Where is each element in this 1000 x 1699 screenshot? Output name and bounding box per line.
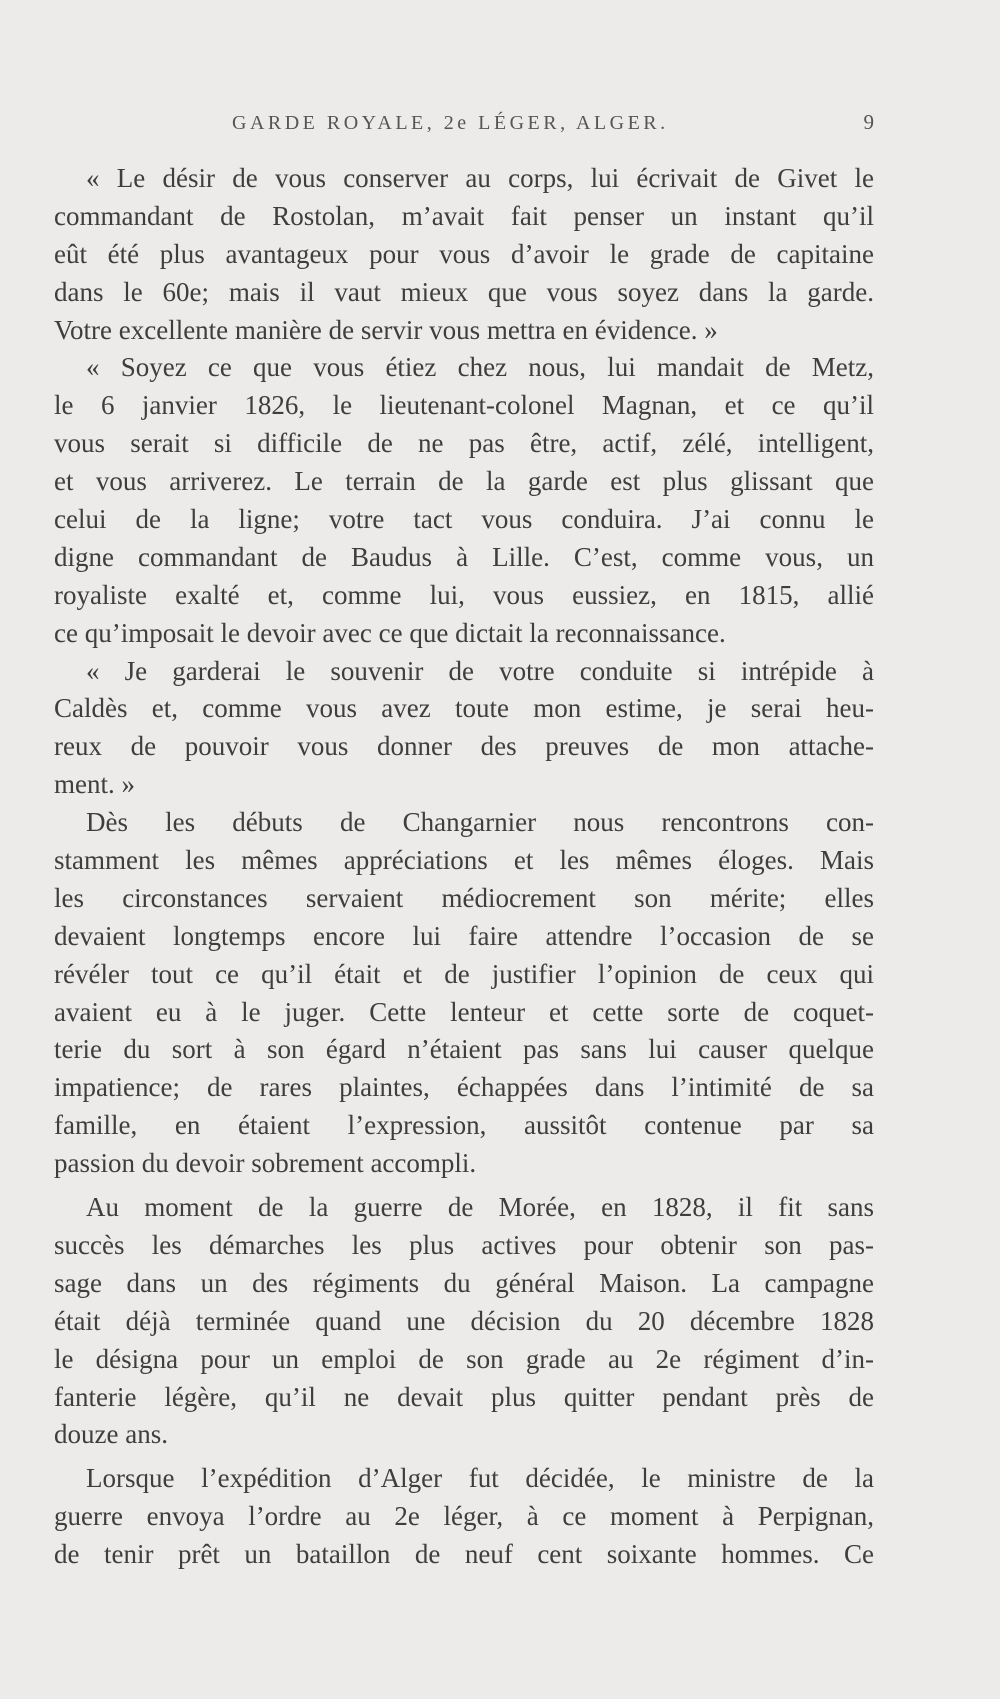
text-line: Au moment de la guerre de Morée, en 1828, il fit sans bbox=[86, 1192, 874, 1223]
text-line: et vous arriverez. Le terrain de la garde est plus glissant que bbox=[54, 466, 874, 497]
text-line: digne commandant de Baudus à Lille. C’est, comme vous, un bbox=[54, 541, 874, 572]
text-line: devaient longtemps encore lui faire attendre l’occasion de se bbox=[54, 920, 874, 951]
text-line: Caldès et, comme vous avez toute mon estime, je serai heu- bbox=[54, 693, 874, 724]
text-line: de tenir prêt un bataillon de neuf cent soixante hommes. Ce bbox=[54, 1539, 874, 1570]
text-line: « Je garderai le souvenir de votre conduite si intrépide à bbox=[86, 655, 874, 686]
text-line: « Le désir de vous conserver au corps, lui écrivait de Givet le bbox=[86, 163, 874, 193]
text-line: vous serait si difficile de ne pas être, actif, zélé, intelligent, bbox=[54, 428, 874, 459]
text-line: les circonstances servaient médiocrement son mérite; elles bbox=[54, 882, 874, 913]
text-line: passion du devoir sobrement accompli. bbox=[54, 1148, 477, 1179]
page-number: 9 bbox=[863, 110, 874, 134]
body-text bbox=[54, 160, 874, 1574]
text-line: douze ans. bbox=[54, 1419, 168, 1450]
text-line: fanterie légère, qu’il ne devait plus quitter pendant près de bbox=[54, 1381, 874, 1412]
text-line: ment. » bbox=[54, 769, 135, 800]
text-line: Lorsque l’expédition d’Alger fut décidée, le ministre de la bbox=[86, 1463, 874, 1494]
text-line: ce qu’imposait le devoir avec ce que dictait la reconnaissance. bbox=[54, 617, 726, 648]
text-line: guerre envoya l’ordre au 2e léger, à ce moment à Perpignan, bbox=[54, 1501, 874, 1532]
text-line: était déjà terminée quand une décision du 20 décembre 1828 bbox=[54, 1305, 874, 1336]
text-line: royaliste exalté et, comme lui, vous eussiez, en 1815, allié bbox=[54, 579, 874, 610]
text-line: eût été plus avantageux pour vous d’avoir le grade de capitaine bbox=[54, 238, 874, 269]
text-line: révéler tout ce qu’il était et de justifier l’opinion de ceux qui bbox=[54, 958, 874, 989]
text-line: celui de la ligne; votre tact vous conduira. J’ai connu le bbox=[54, 504, 874, 535]
text-line: stamment les mêmes appréciations et les mêmes éloges. Mais bbox=[54, 845, 874, 876]
text-line: Votre excellente manière de servir vous mettra en évidence. » bbox=[54, 314, 718, 345]
running-head bbox=[54, 112, 874, 142]
text-line: Dès les débuts de Changarnier nous rencontrons con- bbox=[86, 807, 874, 838]
text-line: avaient eu à le juger. Cette lenteur et cette sorte de coquet- bbox=[54, 996, 874, 1027]
text-line: commandant de Rostolan, m’avait fait penser un instant qu’il bbox=[54, 200, 874, 231]
text-line: impatience; de rares plaintes, échappées dans l’intimité de sa bbox=[54, 1072, 874, 1103]
text-line: reux de pouvoir vous donner des preuves de mon attache- bbox=[54, 731, 874, 762]
text-line: le 6 janvier 1826, le lieutenant-colonel Magnan, et ce qu’il bbox=[54, 390, 874, 421]
text-line: terie du sort à son égard n’étaient pas sans lui causer quelque bbox=[54, 1034, 874, 1065]
text-line: succès les démarches les plus actives pour obtenir son pas- bbox=[54, 1229, 874, 1260]
running-head-title: GARDE ROYALE, 2e LÉGER, ALGER. bbox=[232, 112, 669, 134]
text-line: le désigna pour un emploi de son grade au 2e régiment d’in- bbox=[54, 1343, 874, 1374]
text-line: « Soyez ce que vous étiez chez nous, lui mandait de Metz, bbox=[86, 352, 874, 383]
text-line: famille, en étaient l’expression, aussitôt contenue par sa bbox=[54, 1110, 874, 1141]
text-line: dans le 60e; mais il vaut mieux que vous soyez dans la garde. bbox=[54, 276, 874, 307]
text-line: sage dans un des régiments du général Maison. La campagne bbox=[54, 1267, 874, 1298]
